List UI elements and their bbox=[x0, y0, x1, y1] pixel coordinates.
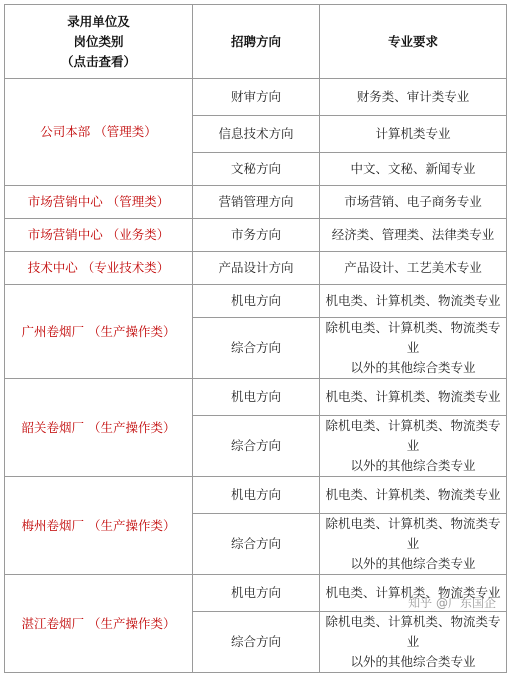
major-line: 以外的其他综合类专业 bbox=[350, 654, 476, 669]
unit-cell[interactable]: 技术中心 （专业技术类） bbox=[5, 252, 193, 285]
table-row bbox=[5, 477, 507, 514]
major-line: 机电类、计算机类、物流类专业 bbox=[325, 389, 501, 404]
unit-cell[interactable]: 市场营销中心 （管理类） bbox=[5, 186, 193, 219]
unit-cell[interactable]: 公司本部 （管理类） bbox=[5, 79, 193, 186]
header-unit-line1: 录用单位及 bbox=[67, 13, 130, 29]
major-cell bbox=[320, 285, 507, 318]
major-cell bbox=[320, 514, 507, 575]
major-cell bbox=[320, 416, 507, 477]
direction-cell: 综合方向 bbox=[193, 416, 320, 477]
unit-cell[interactable]: 韶关卷烟厂 （生产操作类） bbox=[5, 379, 193, 477]
table-row bbox=[5, 379, 507, 416]
table-row bbox=[5, 79, 507, 116]
major-line: 产品设计、工艺美术专业 bbox=[344, 260, 482, 275]
unit-cell[interactable]: 梅州卷烟厂 （生产操作类） bbox=[5, 477, 193, 575]
direction-cell: 营销管理方向 bbox=[193, 186, 320, 219]
major-line: 以外的其他综合类专业 bbox=[350, 458, 476, 473]
header-direction: 招聘方向 bbox=[193, 5, 320, 79]
major-line: 市场营销、电子商务专业 bbox=[344, 194, 482, 209]
major-line: 以外的其他综合类专业 bbox=[350, 360, 476, 375]
header-unit[interactable] bbox=[5, 5, 193, 79]
watermark: 知乎 @广东国企 bbox=[408, 596, 496, 610]
direction-cell: 信息技术方向 bbox=[193, 116, 320, 153]
header-row bbox=[5, 5, 507, 79]
table-row bbox=[5, 285, 507, 318]
direction-cell: 综合方向 bbox=[193, 514, 320, 575]
major-cell bbox=[320, 219, 507, 252]
direction-cell: 机电方向 bbox=[193, 285, 320, 318]
major-cell bbox=[320, 612, 507, 673]
major-cell bbox=[320, 477, 507, 514]
table-body bbox=[5, 79, 507, 673]
major-line: 机电类、计算机类、物流类专业 bbox=[325, 585, 501, 600]
unit-cell[interactable]: 湛江卷烟厂 （生产操作类） bbox=[5, 575, 193, 673]
direction-cell: 市务方向 bbox=[193, 219, 320, 252]
major-line: 以外的其他综合类专业 bbox=[350, 556, 476, 571]
unit-cell[interactable]: 广州卷烟厂 （生产操作类） bbox=[5, 285, 193, 379]
direction-cell: 综合方向 bbox=[193, 318, 320, 379]
header-unit-line3: （点击查看） bbox=[60, 53, 136, 69]
major-cell bbox=[320, 116, 507, 153]
major-line: 中文、文秘、新闻专业 bbox=[350, 161, 476, 176]
direction-cell: 文秘方向 bbox=[193, 153, 320, 186]
table-row bbox=[5, 252, 507, 285]
direction-cell: 机电方向 bbox=[193, 575, 320, 612]
direction-cell: 机电方向 bbox=[193, 379, 320, 416]
major-cell bbox=[320, 79, 507, 116]
header-major: 专业要求 bbox=[320, 5, 507, 79]
table-row bbox=[5, 186, 507, 219]
direction-cell: 财审方向 bbox=[193, 79, 320, 116]
major-cell bbox=[320, 153, 507, 186]
major-cell bbox=[320, 379, 507, 416]
direction-cell: 综合方向 bbox=[193, 612, 320, 673]
recruitment-table bbox=[4, 4, 507, 673]
unit-cell[interactable]: 市场营销中心 （业务类） bbox=[5, 219, 193, 252]
major-cell bbox=[320, 252, 507, 285]
major-line: 除机电类、计算机类、物流类专业 bbox=[325, 418, 501, 453]
header-unit-line2: 岗位类别 bbox=[73, 33, 124, 49]
major-line: 除机电类、计算机类、物流类专业 bbox=[325, 516, 501, 551]
direction-cell: 机电方向 bbox=[193, 477, 320, 514]
major-line: 除机电类、计算机类、物流类专业 bbox=[325, 614, 501, 649]
table-row bbox=[5, 219, 507, 252]
major-line: 机电类、计算机类、物流类专业 bbox=[325, 487, 501, 502]
major-line: 机电类、计算机类、物流类专业 bbox=[325, 293, 501, 308]
major-cell bbox=[320, 186, 507, 219]
major-line: 财务类、审计类专业 bbox=[356, 89, 470, 104]
major-line: 经济类、管理类、法律类专业 bbox=[331, 227, 495, 242]
major-line: 除机电类、计算机类、物流类专业 bbox=[325, 320, 501, 355]
major-line: 计算机类专业 bbox=[375, 126, 451, 141]
direction-cell: 产品设计方向 bbox=[193, 252, 320, 285]
major-cell bbox=[320, 318, 507, 379]
